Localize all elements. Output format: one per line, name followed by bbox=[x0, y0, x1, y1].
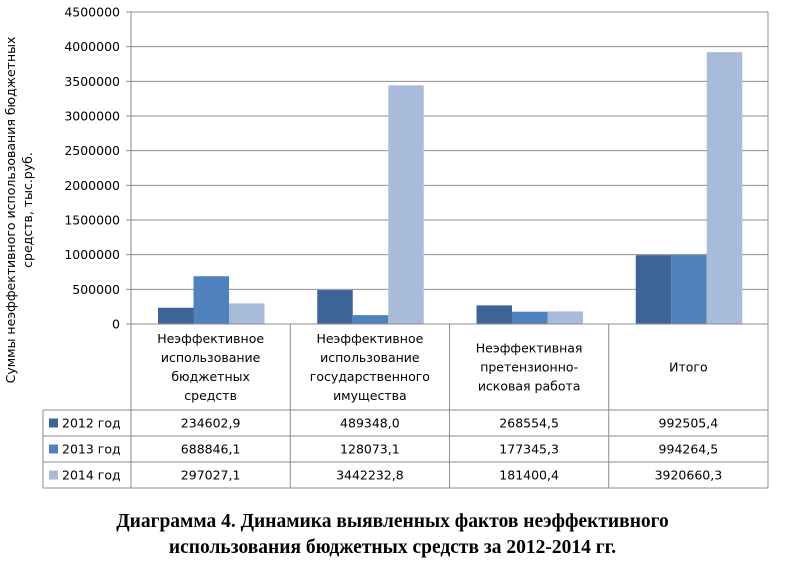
bar-2014-год-2 bbox=[548, 311, 584, 324]
bar-2012-год-1 bbox=[317, 290, 353, 324]
bar-2013-год-3 bbox=[671, 255, 707, 324]
table-value: 128073,1 bbox=[340, 441, 400, 457]
bar-2013-год-1 bbox=[353, 315, 389, 324]
category-label: Итого bbox=[669, 359, 708, 375]
legend-key-2014-год bbox=[49, 471, 58, 480]
y-tick-label: 2500000 bbox=[64, 143, 120, 159]
table-value: 181400,4 bbox=[499, 467, 559, 483]
caption-line-2: использования бюджетных средств за 2012-2014 гг. bbox=[168, 537, 617, 558]
y-tick-label: 1000000 bbox=[64, 247, 120, 263]
legend-key-2012-год bbox=[49, 419, 58, 428]
table-value: 177345,3 bbox=[499, 441, 559, 457]
figure-caption bbox=[0, 509, 785, 561]
table-value: 3920660,3 bbox=[654, 467, 723, 483]
category-label: Неэффективное использование государственного имущества bbox=[309, 331, 430, 403]
y-tick-label: 2000000 bbox=[64, 177, 120, 193]
y-tick-label: 500000 bbox=[72, 281, 120, 297]
table-value: 3442232,8 bbox=[336, 467, 404, 483]
caption-line-1: Диаграмма 4. Динамика выявленных фактов неэффективного bbox=[116, 511, 669, 532]
bar-2013-год-2 bbox=[512, 312, 548, 324]
y-axis-title: Суммы неэффективного использования бюджетных средств, тыс.руб. bbox=[3, 36, 35, 384]
category-label: Неэффективная претензионно-исковая работа bbox=[475, 340, 583, 394]
bar-2014-год-3 bbox=[707, 52, 743, 324]
series-name-label: 2012 год bbox=[62, 415, 121, 431]
series-name-label: 2013 год bbox=[62, 441, 121, 457]
legend-key-2013-год bbox=[49, 445, 58, 454]
bar-2014-год-0 bbox=[229, 303, 265, 324]
table-value: 297027,1 bbox=[180, 467, 241, 483]
bar-2013-год-0 bbox=[194, 276, 230, 324]
bar-2014-год-1 bbox=[388, 85, 424, 324]
bar-2012-год-3 bbox=[636, 255, 672, 324]
y-tick-label: 4000000 bbox=[64, 39, 120, 55]
y-tick-label: 4500000 bbox=[64, 4, 120, 20]
y-tick-label: 3000000 bbox=[64, 108, 120, 124]
table-value: 992505,4 bbox=[658, 415, 719, 431]
bar-2012-год-2 bbox=[477, 305, 513, 324]
table-value: 234602,9 bbox=[180, 415, 241, 431]
y-tick-label: 1500000 bbox=[64, 212, 120, 228]
y-tick-label: 3500000 bbox=[64, 73, 120, 89]
category-label: Неэффективное использование бюджетных средств bbox=[157, 331, 265, 403]
table-value: 688846,1 bbox=[180, 441, 241, 457]
series-name-label: 2014 год bbox=[62, 467, 121, 483]
table-value: 489348,0 bbox=[340, 415, 400, 431]
bar-2012-год-0 bbox=[158, 308, 194, 324]
y-tick-label: 0 bbox=[112, 316, 120, 332]
table-value: 994264,5 bbox=[658, 441, 719, 457]
table-value: 268554,5 bbox=[499, 415, 559, 431]
